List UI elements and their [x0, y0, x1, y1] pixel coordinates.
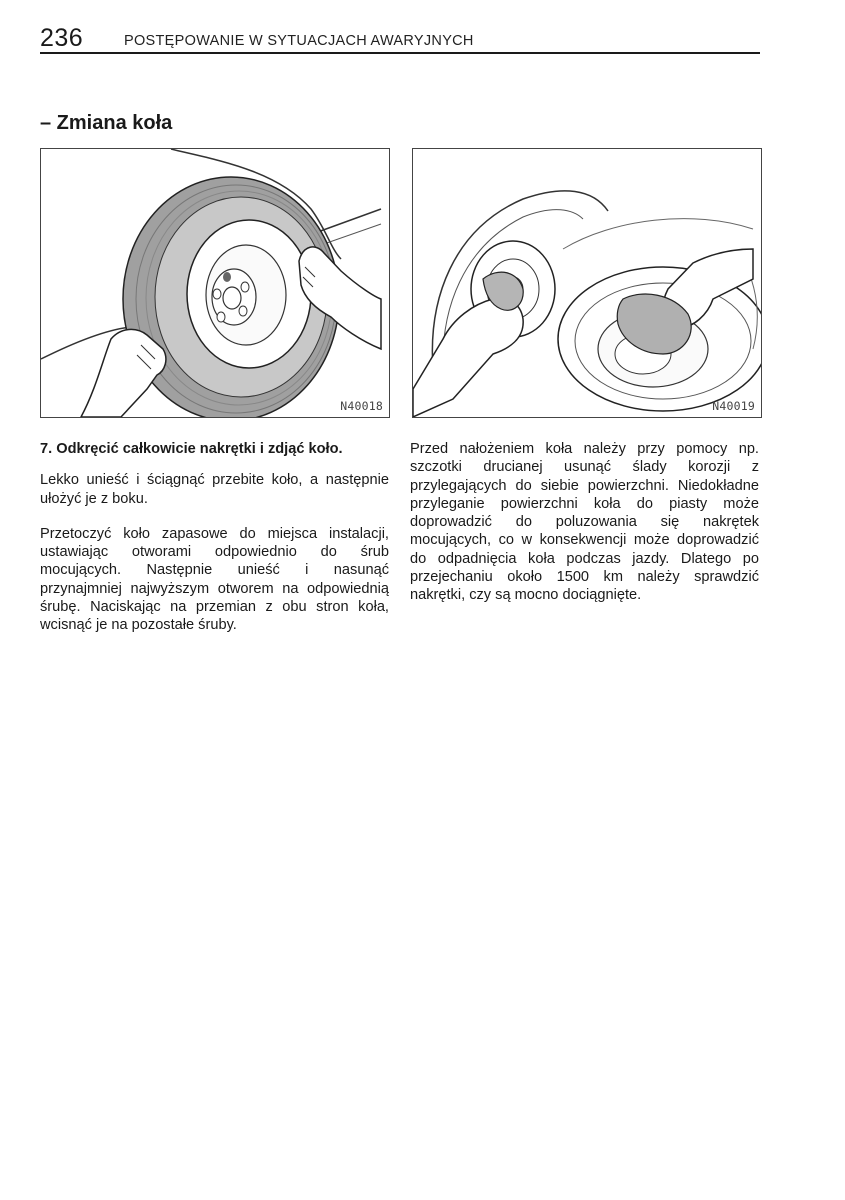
page-header	[40, 24, 760, 54]
paragraph: Przetoczyć koło zapasowe do miejsca instalacji, ustawiając otworami odpowiednio do śrub mocujących. Następnie unieść i nasunąć przynajmniej najwyższym otworem na odpowiednią śrubę. Naciskając na przemian z obu stron koła, wcisnąć je na pozostałe śruby.	[40, 525, 389, 634]
left-column	[40, 440, 389, 652]
running-title: POSTĘPOWANIE W SYTUACJACH AWARYJNYCH	[124, 33, 474, 49]
figure-clean-surfaces	[412, 148, 762, 418]
figure-code: N40018	[340, 399, 383, 413]
clean-surfaces-illustration	[413, 149, 761, 417]
figure-remove-wheel	[40, 148, 390, 418]
remove-wheel-illustration	[41, 149, 389, 417]
header-rule	[40, 52, 760, 54]
section-title: – Zmiana koła	[40, 112, 173, 134]
right-column	[410, 440, 759, 622]
paragraph: Przed nałożeniem koła należy przy pomocy np. szczotki drucianej usunąć ślady korozji z przylegających do siebie powierzchni. Niedokładne przyleganie powierzchni koła do piasty może doprowadzić do poluzowania się nakrętek mocujących, co w konsekwencji może doprowadzić do odpadnięcia koła podczas jazdy. Dlatego po przejechaniu około 1500 km należy sprawdzić nakrętki, czy są mocno dociągnięte.	[410, 441, 759, 604]
paragraph: Lekko unieść i ściągnąć przebite koło, a następnie ułożyć je z boku.	[40, 472, 389, 507]
page-number: 236	[40, 24, 84, 52]
step-heading: 7. Odkręcić całkowicie nakrętki i zdjąć koło.	[40, 441, 343, 457]
figure-code: N40019	[712, 399, 755, 413]
